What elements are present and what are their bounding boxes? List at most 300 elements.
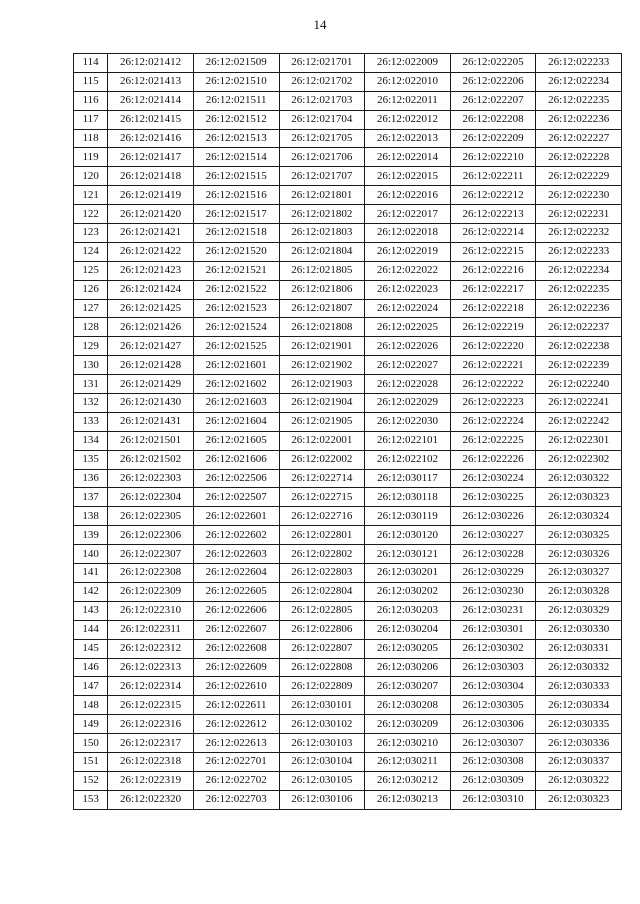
cadastral-number-cell: 26:12:022229 — [536, 167, 622, 186]
cadastral-number-cell: 26:12:022211 — [450, 167, 536, 186]
table-body — [74, 54, 622, 810]
cadastral-number-cell: 26:12:022605 — [193, 582, 279, 601]
row-number-cell: 125 — [74, 261, 108, 280]
cadastral-number-cell: 26:12:021430 — [108, 394, 194, 413]
cadastral-number-cell: 26:12:030333 — [536, 677, 622, 696]
table-row — [74, 356, 622, 375]
cadastral-number-cell: 26:12:022016 — [365, 186, 451, 205]
cadastral-number-cell: 26:12:030207 — [365, 677, 451, 696]
cadastral-number-cell: 26:12:022227 — [536, 129, 622, 148]
cadastral-number-cell: 26:12:030309 — [450, 771, 536, 790]
cadastral-number-cell: 26:12:022240 — [536, 375, 622, 394]
table-row — [74, 734, 622, 753]
cadastral-number-cell: 26:12:030301 — [450, 620, 536, 639]
cadastral-number-cell: 26:12:022806 — [279, 620, 365, 639]
table-row — [74, 129, 622, 148]
cadastral-number-cell: 26:12:022012 — [365, 110, 451, 129]
cadastral-number-cell: 26:12:021431 — [108, 412, 194, 431]
cadastral-number-cell: 26:12:030323 — [536, 488, 622, 507]
cadastral-number-cell: 26:12:030326 — [536, 545, 622, 564]
table-row — [74, 564, 622, 583]
cadastral-number-cell: 26:12:022239 — [536, 356, 622, 375]
cadastral-number-cell: 26:12:022236 — [536, 110, 622, 129]
cadastral-number-cell: 26:12:021902 — [279, 356, 365, 375]
cadastral-number-cell: 26:12:021904 — [279, 394, 365, 413]
table-row — [74, 375, 622, 394]
cadastral-number-cell: 26:12:022014 — [365, 148, 451, 167]
cadastral-number-cell: 26:12:030224 — [450, 469, 536, 488]
cadastral-number-cell: 26:12:030302 — [450, 639, 536, 658]
cadastral-number-cell: 26:12:030308 — [450, 752, 536, 771]
cadastral-number-cell: 26:12:022809 — [279, 677, 365, 696]
cadastral-number-cell: 26:12:021804 — [279, 242, 365, 261]
cadastral-number-cell: 26:12:022506 — [193, 469, 279, 488]
cadastral-number-cell: 26:12:030228 — [450, 545, 536, 564]
cadastral-number-cell: 26:12:022701 — [193, 752, 279, 771]
cadastral-number-cell: 26:12:030106 — [279, 790, 365, 809]
table-row — [74, 715, 622, 734]
cadastral-number-cell: 26:12:022011 — [365, 91, 451, 110]
cadastral-number-cell: 26:12:022023 — [365, 280, 451, 299]
cadastral-number-cell: 26:12:022235 — [536, 91, 622, 110]
cadastral-number-cell: 26:12:022318 — [108, 752, 194, 771]
row-number-cell: 141 — [74, 564, 108, 583]
cadastral-number-cell: 26:12:022606 — [193, 601, 279, 620]
table-row — [74, 526, 622, 545]
cadastral-number-cell: 26:12:022610 — [193, 677, 279, 696]
cadastral-number-cell: 26:12:021426 — [108, 318, 194, 337]
cadastral-number-cell: 26:12:021421 — [108, 224, 194, 243]
cadastral-number-cell: 26:12:030206 — [365, 658, 451, 677]
cadastral-number-cell: 26:12:021414 — [108, 91, 194, 110]
cadastral-number-cell: 26:12:021518 — [193, 224, 279, 243]
table-row — [74, 394, 622, 413]
cadastral-number-cell: 26:12:022002 — [279, 450, 365, 469]
cadastral-number-cell: 26:12:030230 — [450, 582, 536, 601]
cadastral-number-cell: 26:12:021604 — [193, 412, 279, 431]
cadastral-number-cell: 26:12:022214 — [450, 224, 536, 243]
cadastral-number-cell: 26:12:022234 — [536, 261, 622, 280]
cadastral-number-cell: 26:12:022315 — [108, 696, 194, 715]
cadastral-number-cell: 26:12:022313 — [108, 658, 194, 677]
table-row — [74, 677, 622, 696]
row-number-cell: 117 — [74, 110, 108, 129]
cadastral-number-cell: 26:12:030327 — [536, 564, 622, 583]
row-number-cell: 118 — [74, 129, 108, 148]
cadastral-number-cell: 26:12:022018 — [365, 224, 451, 243]
cadastral-number-cell: 26:12:022221 — [450, 356, 536, 375]
table-row — [74, 545, 622, 564]
cadastral-number-cell: 26:12:030304 — [450, 677, 536, 696]
cadastral-number-cell: 26:12:022805 — [279, 601, 365, 620]
cadastral-number-cell: 26:12:022714 — [279, 469, 365, 488]
cadastral-number-cell: 26:12:022234 — [536, 72, 622, 91]
cadastral-number-cell: 26:12:030101 — [279, 696, 365, 715]
table-row — [74, 658, 622, 677]
row-number-cell: 129 — [74, 337, 108, 356]
cadastral-number-cell: 26:12:030329 — [536, 601, 622, 620]
row-number-cell: 120 — [74, 167, 108, 186]
table-row — [74, 696, 622, 715]
table-row — [74, 299, 622, 318]
row-number-cell: 119 — [74, 148, 108, 167]
cadastral-number-cell: 26:12:022026 — [365, 337, 451, 356]
cadastral-number-cell: 26:12:022609 — [193, 658, 279, 677]
cadastral-number-cell: 26:12:022017 — [365, 205, 451, 224]
cadastral-number-cell: 26:12:022209 — [450, 129, 536, 148]
cadastral-number-cell: 26:12:030323 — [536, 790, 622, 809]
cadastral-number-cell: 26:12:022320 — [108, 790, 194, 809]
cadastral-number-cell: 26:12:022232 — [536, 224, 622, 243]
page-number: 14 — [313, 17, 327, 32]
cadastral-number-cell: 26:12:022013 — [365, 129, 451, 148]
cadastral-number-cell: 26:12:022601 — [193, 507, 279, 526]
cadastral-number-cell: 26:12:022238 — [536, 337, 622, 356]
row-number-cell: 132 — [74, 394, 108, 413]
cadastral-number-cell: 26:12:022306 — [108, 526, 194, 545]
cadastral-number-cell: 26:12:030306 — [450, 715, 536, 734]
cadastral-number-cell: 26:12:022230 — [536, 186, 622, 205]
cadastral-number-cell: 26:12:021701 — [279, 54, 365, 73]
cadastral-number-cell: 26:12:022307 — [108, 545, 194, 564]
cadastral-number-cell: 26:12:030331 — [536, 639, 622, 658]
cadastral-number-cell: 26:12:022311 — [108, 620, 194, 639]
table-row — [74, 412, 622, 431]
cadastral-table — [73, 53, 622, 810]
cadastral-number-cell: 26:12:022803 — [279, 564, 365, 583]
table-row — [74, 771, 622, 790]
cadastral-number-cell: 26:12:022027 — [365, 356, 451, 375]
table-row — [74, 488, 622, 507]
table-row — [74, 205, 622, 224]
cadastral-number-cell: 26:12:022228 — [536, 148, 622, 167]
cadastral-number-cell: 26:12:022608 — [193, 639, 279, 658]
cadastral-number-cell: 26:12:030117 — [365, 469, 451, 488]
cadastral-number-cell: 26:12:030213 — [365, 790, 451, 809]
cadastral-number-cell: 26:12:022233 — [536, 242, 622, 261]
cadastral-number-cell: 26:12:022208 — [450, 110, 536, 129]
cadastral-number-cell: 26:12:022301 — [536, 431, 622, 450]
cadastral-number-cell: 26:12:022607 — [193, 620, 279, 639]
row-number-cell: 149 — [74, 715, 108, 734]
cadastral-number-cell: 26:12:021512 — [193, 110, 279, 129]
table-row — [74, 507, 622, 526]
cadastral-number-cell: 26:12:022025 — [365, 318, 451, 337]
cadastral-number-cell: 26:12:021523 — [193, 299, 279, 318]
row-number-cell: 127 — [74, 299, 108, 318]
table-row — [74, 280, 622, 299]
cadastral-number-cell: 26:12:021423 — [108, 261, 194, 280]
table-row — [74, 431, 622, 450]
cadastral-number-cell: 26:12:022226 — [450, 450, 536, 469]
row-number-cell: 144 — [74, 620, 108, 639]
cadastral-number-cell: 26:12:021903 — [279, 375, 365, 394]
cadastral-number-cell: 26:12:021501 — [108, 431, 194, 450]
cadastral-number-cell: 26:12:030205 — [365, 639, 451, 658]
row-number-cell: 148 — [74, 696, 108, 715]
table-row — [74, 242, 622, 261]
table-row — [74, 167, 622, 186]
row-number-cell: 114 — [74, 54, 108, 73]
cadastral-number-cell: 26:12:022235 — [536, 280, 622, 299]
cadastral-number-cell: 26:12:021706 — [279, 148, 365, 167]
table-row — [74, 752, 622, 771]
cadastral-number-cell: 26:12:021509 — [193, 54, 279, 73]
cadastral-number-cell: 26:12:021808 — [279, 318, 365, 337]
table-row — [74, 620, 622, 639]
cadastral-number-cell: 26:12:030121 — [365, 545, 451, 564]
table-row — [74, 261, 622, 280]
cadastral-number-cell: 26:12:022009 — [365, 54, 451, 73]
cadastral-number-cell: 26:12:022305 — [108, 507, 194, 526]
cadastral-number-cell: 26:12:021905 — [279, 412, 365, 431]
cadastral-number-cell: 26:12:021805 — [279, 261, 365, 280]
cadastral-number-cell: 26:12:021520 — [193, 242, 279, 261]
cadastral-number-cell: 26:12:021602 — [193, 375, 279, 394]
cadastral-number-cell: 26:12:022231 — [536, 205, 622, 224]
row-number-cell: 146 — [74, 658, 108, 677]
cadastral-number-cell: 26:12:022612 — [193, 715, 279, 734]
cadastral-number-cell: 26:12:030310 — [450, 790, 536, 809]
cadastral-number-cell: 26:12:030203 — [365, 601, 451, 620]
cadastral-number-cell: 26:12:030120 — [365, 526, 451, 545]
row-number-cell: 130 — [74, 356, 108, 375]
cadastral-number-cell: 26:12:022212 — [450, 186, 536, 205]
cadastral-number-cell: 26:12:021603 — [193, 394, 279, 413]
table-row — [74, 72, 622, 91]
cadastral-number-cell: 26:12:022802 — [279, 545, 365, 564]
cadastral-number-cell: 26:12:030201 — [365, 564, 451, 583]
table-row — [74, 318, 622, 337]
cadastral-number-cell: 26:12:021606 — [193, 450, 279, 469]
cadastral-number-cell: 26:12:030322 — [536, 469, 622, 488]
table-row — [74, 337, 622, 356]
cadastral-number-cell: 26:12:022602 — [193, 526, 279, 545]
cadastral-number-cell: 26:12:022604 — [193, 564, 279, 583]
cadastral-number-cell: 26:12:021422 — [108, 242, 194, 261]
cadastral-number-cell: 26:12:030202 — [365, 582, 451, 601]
row-number-cell: 142 — [74, 582, 108, 601]
cadastral-number-cell: 26:12:021522 — [193, 280, 279, 299]
cadastral-number-cell: 26:12:021420 — [108, 205, 194, 224]
cadastral-number-cell: 26:12:030118 — [365, 488, 451, 507]
row-number-cell: 143 — [74, 601, 108, 620]
row-number-cell: 134 — [74, 431, 108, 450]
row-number-cell: 153 — [74, 790, 108, 809]
cadastral-number-cell: 26:12:022303 — [108, 469, 194, 488]
row-number-cell: 121 — [74, 186, 108, 205]
cadastral-number-cell: 26:12:030208 — [365, 696, 451, 715]
row-number-cell: 116 — [74, 91, 108, 110]
cadastral-number-cell: 26:12:021702 — [279, 72, 365, 91]
cadastral-number-cell: 26:12:021605 — [193, 431, 279, 450]
cadastral-number-cell: 26:12:022241 — [536, 394, 622, 413]
cadastral-number-cell: 26:12:022222 — [450, 375, 536, 394]
row-number-cell: 133 — [74, 412, 108, 431]
cadastral-number-cell: 26:12:022703 — [193, 790, 279, 809]
cadastral-number-cell: 26:12:022029 — [365, 394, 451, 413]
cadastral-number-cell: 26:12:022715 — [279, 488, 365, 507]
cadastral-number-cell: 26:12:022028 — [365, 375, 451, 394]
cadastral-number-cell: 26:12:030119 — [365, 507, 451, 526]
cadastral-number-cell: 26:12:021418 — [108, 167, 194, 186]
row-number-cell: 126 — [74, 280, 108, 299]
cadastral-number-cell: 26:12:030210 — [365, 734, 451, 753]
table-row — [74, 790, 622, 809]
cadastral-number-cell: 26:12:022225 — [450, 431, 536, 450]
cadastral-number-cell: 26:12:022210 — [450, 148, 536, 167]
cadastral-number-cell: 26:12:022233 — [536, 54, 622, 73]
cadastral-number-cell: 26:12:021515 — [193, 167, 279, 186]
cadastral-number-cell: 26:12:021704 — [279, 110, 365, 129]
cadastral-number-cell: 26:12:022015 — [365, 167, 451, 186]
cadastral-number-cell: 26:12:022808 — [279, 658, 365, 677]
table-row — [74, 224, 622, 243]
cadastral-number-cell: 26:12:021514 — [193, 148, 279, 167]
cadastral-number-cell: 26:12:021807 — [279, 299, 365, 318]
cadastral-number-cell: 26:12:030231 — [450, 601, 536, 620]
cadastral-number-cell: 26:12:021601 — [193, 356, 279, 375]
cadastral-number-cell: 26:12:030336 — [536, 734, 622, 753]
cadastral-number-cell: 26:12:030227 — [450, 526, 536, 545]
cadastral-number-cell: 26:12:030332 — [536, 658, 622, 677]
cadastral-number-cell: 26:12:022316 — [108, 715, 194, 734]
cadastral-number-cell: 26:12:022217 — [450, 280, 536, 299]
cadastral-number-cell: 26:12:030322 — [536, 771, 622, 790]
cadastral-number-cell: 26:12:021521 — [193, 261, 279, 280]
row-number-cell: 152 — [74, 771, 108, 790]
cadastral-number-cell: 26:12:022224 — [450, 412, 536, 431]
cadastral-number-cell: 26:12:021413 — [108, 72, 194, 91]
cadastral-number-cell: 26:12:030226 — [450, 507, 536, 526]
cadastral-number-cell: 26:12:021412 — [108, 54, 194, 73]
cadastral-number-cell: 26:12:021429 — [108, 375, 194, 394]
cadastral-number-cell: 26:12:030335 — [536, 715, 622, 734]
cadastral-number-cell: 26:12:021705 — [279, 129, 365, 148]
cadastral-number-cell: 26:12:022312 — [108, 639, 194, 658]
cadastral-number-cell: 26:12:021803 — [279, 224, 365, 243]
cadastral-number-cell: 26:12:022309 — [108, 582, 194, 601]
cadastral-number-cell: 26:12:022507 — [193, 488, 279, 507]
cadastral-number-cell: 26:12:022236 — [536, 299, 622, 318]
cadastral-number-cell: 26:12:022702 — [193, 771, 279, 790]
cadastral-number-cell: 26:12:022216 — [450, 261, 536, 280]
cadastral-number-cell: 26:12:030211 — [365, 752, 451, 771]
cadastral-number-cell: 26:12:021707 — [279, 167, 365, 186]
cadastral-number-cell: 26:12:030104 — [279, 752, 365, 771]
cadastral-number-cell: 26:12:021415 — [108, 110, 194, 129]
row-number-cell: 147 — [74, 677, 108, 696]
row-number-cell: 136 — [74, 469, 108, 488]
cadastral-number-cell: 26:12:021417 — [108, 148, 194, 167]
table-row — [74, 186, 622, 205]
cadastral-number-cell: 26:12:022308 — [108, 564, 194, 583]
table-row — [74, 469, 622, 488]
cadastral-number-cell: 26:12:021517 — [193, 205, 279, 224]
cadastral-number-cell: 26:12:022205 — [450, 54, 536, 73]
cadastral-number-cell: 26:12:021516 — [193, 186, 279, 205]
cadastral-number-cell: 26:12:021524 — [193, 318, 279, 337]
cadastral-number-cell: 26:12:030225 — [450, 488, 536, 507]
cadastral-number-cell: 26:12:022611 — [193, 696, 279, 715]
table-row — [74, 91, 622, 110]
cadastral-number-cell: 26:12:022102 — [365, 450, 451, 469]
cadastral-number-cell: 26:12:022022 — [365, 261, 451, 280]
cadastral-number-cell: 26:12:022207 — [450, 91, 536, 110]
table-row — [74, 110, 622, 129]
cadastral-number-cell: 26:12:022317 — [108, 734, 194, 753]
row-number-cell: 128 — [74, 318, 108, 337]
cadastral-number-cell: 26:12:022716 — [279, 507, 365, 526]
cadastral-number-cell: 26:12:022206 — [450, 72, 536, 91]
cadastral-number-cell: 26:12:021901 — [279, 337, 365, 356]
cadastral-number-cell: 26:12:021806 — [279, 280, 365, 299]
cadastral-number-cell: 26:12:021424 — [108, 280, 194, 299]
cadastral-number-cell: 26:12:021416 — [108, 129, 194, 148]
cadastral-number-cell: 26:12:022801 — [279, 526, 365, 545]
cadastral-number-cell: 26:12:022304 — [108, 488, 194, 507]
cadastral-number-cell: 26:12:021502 — [108, 450, 194, 469]
row-number-cell: 145 — [74, 639, 108, 658]
cadastral-number-cell: 26:12:030328 — [536, 582, 622, 601]
cadastral-number-cell: 26:12:021510 — [193, 72, 279, 91]
cadastral-number-cell: 26:12:022242 — [536, 412, 622, 431]
cadastral-number-cell: 26:12:021703 — [279, 91, 365, 110]
cadastral-number-cell: 26:12:030337 — [536, 752, 622, 771]
table-row — [74, 148, 622, 167]
cadastral-number-cell: 26:12:030204 — [365, 620, 451, 639]
cadastral-number-cell: 26:12:022613 — [193, 734, 279, 753]
cadastral-number-cell: 26:12:030303 — [450, 658, 536, 677]
cadastral-number-cell: 26:12:030334 — [536, 696, 622, 715]
cadastral-number-cell: 26:12:030325 — [536, 526, 622, 545]
cadastral-number-cell: 26:12:021427 — [108, 337, 194, 356]
cadastral-number-cell: 26:12:021525 — [193, 337, 279, 356]
row-number-cell: 150 — [74, 734, 108, 753]
cadastral-number-cell: 26:12:030229 — [450, 564, 536, 583]
cadastral-number-cell: 26:12:021513 — [193, 129, 279, 148]
cadastral-number-cell: 26:12:030307 — [450, 734, 536, 753]
table-row — [74, 450, 622, 469]
row-number-cell: 122 — [74, 205, 108, 224]
row-number-cell: 137 — [74, 488, 108, 507]
cadastral-number-cell: 26:12:022804 — [279, 582, 365, 601]
cadastral-number-cell: 26:12:021419 — [108, 186, 194, 205]
cadastral-number-cell: 26:12:022223 — [450, 394, 536, 413]
cadastral-number-cell: 26:12:022237 — [536, 318, 622, 337]
cadastral-number-cell: 26:12:022019 — [365, 242, 451, 261]
row-number-cell: 135 — [74, 450, 108, 469]
cadastral-number-cell: 26:12:030209 — [365, 715, 451, 734]
cadastral-number-cell: 26:12:022220 — [450, 337, 536, 356]
cadastral-number-cell: 26:12:022807 — [279, 639, 365, 658]
cadastral-number-cell: 26:12:030103 — [279, 734, 365, 753]
cadastral-number-cell: 26:12:022024 — [365, 299, 451, 318]
table-row — [74, 639, 622, 658]
cadastral-number-cell: 26:12:021425 — [108, 299, 194, 318]
cadastral-number-cell: 26:12:021801 — [279, 186, 365, 205]
cadastral-number-cell: 26:12:030105 — [279, 771, 365, 790]
cadastral-number-cell: 26:12:030324 — [536, 507, 622, 526]
cadastral-number-cell: 26:12:022213 — [450, 205, 536, 224]
row-number-cell: 115 — [74, 72, 108, 91]
row-number-cell: 139 — [74, 526, 108, 545]
cadastral-number-cell: 26:12:021802 — [279, 205, 365, 224]
cadastral-number-cell: 26:12:022001 — [279, 431, 365, 450]
cadastral-number-cell: 26:12:022603 — [193, 545, 279, 564]
cadastral-number-cell: 26:12:022030 — [365, 412, 451, 431]
cadastral-number-cell: 26:12:030330 — [536, 620, 622, 639]
